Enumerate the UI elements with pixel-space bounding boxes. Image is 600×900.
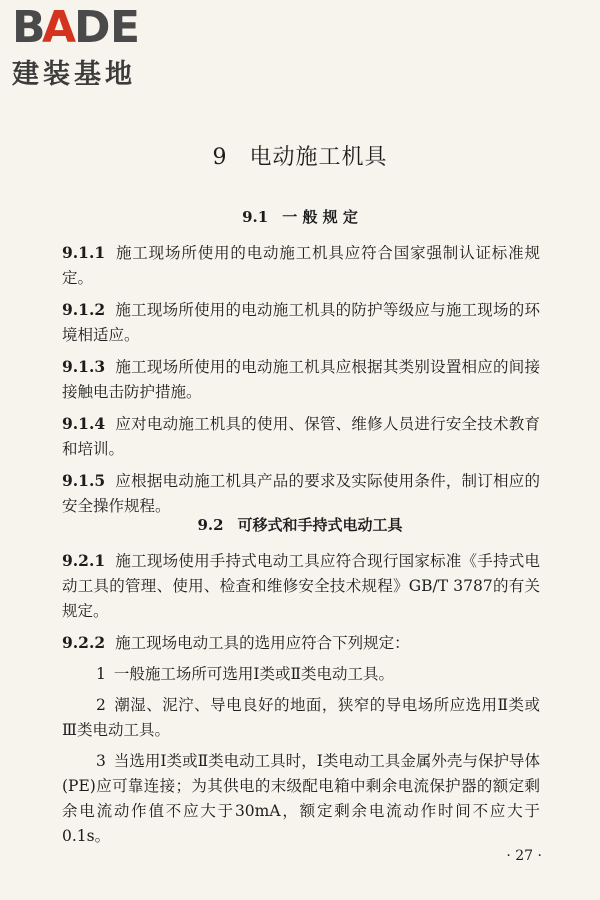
clause-text: 应根据电动施工机具产品的要求及实际使用条件，制订相应的安全操作规程。 <box>62 472 540 515</box>
item-text: 当选用Ⅰ类或Ⅱ类电动工具时，Ⅰ类电动工具金属外壳与保护导体(PE)应可靠连接；为其供电的末级配电箱中剩余电流保护器的额定剩余电流动作值不应大于30mA，额定剩余电流动作时间不应大于0.1s。 <box>62 752 540 845</box>
item-text: 一般施工场所可选用Ⅰ类或Ⅱ类电动工具。 <box>113 665 395 683</box>
list-item <box>62 749 540 849</box>
chapter-title <box>0 140 600 171</box>
clause-number: 9.1.5 <box>62 471 106 490</box>
section-title <box>0 514 600 535</box>
svg-text:A: A <box>42 4 78 48</box>
clause <box>62 354 540 405</box>
clause <box>62 630 540 656</box>
chapter-number: 9 <box>212 145 228 170</box>
section-number: 9.2 <box>197 516 224 534</box>
clause <box>62 297 540 348</box>
watermark-logo <box>12 4 164 92</box>
item-number: 1 <box>96 665 106 683</box>
svg-text:E: E <box>110 4 142 48</box>
clause-text: 施工现场所使用的电动施工机具的防护等级应与施工现场的环境相适应。 <box>62 301 540 344</box>
section-title-text: 一 般 规 定 <box>282 208 358 226</box>
svg-text:B: B <box>12 4 47 48</box>
section-body <box>62 240 540 525</box>
clause-number: 9.1.4 <box>62 414 106 433</box>
item-number: 3 <box>96 752 106 770</box>
clause <box>62 468 540 519</box>
clause-text: 应对电动施工机具的使用、保管、维修人员进行安全技术教育和培训。 <box>62 415 540 458</box>
section-body <box>62 548 540 855</box>
section-number: 9.1 <box>242 208 269 226</box>
chapter-title-text: 电动施工机具 <box>249 145 388 170</box>
clause-number: 9.2.2 <box>62 633 106 652</box>
clause <box>62 548 540 624</box>
item-text: 潮湿、泥泞、导电良好的地面，狭窄的导电场所应选用Ⅱ类或Ⅲ类电动工具。 <box>62 696 540 739</box>
svg-text:D: D <box>74 4 112 48</box>
clause-number: 9.1.1 <box>62 243 106 262</box>
list-item <box>62 662 540 687</box>
clause <box>62 240 540 291</box>
section-title <box>0 206 600 227</box>
clause-text: 施工现场所使用的电动施工机具应根据其类别设置相应的间接接触电击防护措施。 <box>62 358 540 401</box>
clause-text: 施工现场电动工具的选用应符合下列规定： <box>115 634 410 652</box>
logo-subtitle: 建装基地 <box>12 59 136 90</box>
section-title-text: 可移式和手持式电动工具 <box>237 516 403 534</box>
clause-number: 9.2.1 <box>62 551 106 570</box>
page-number: · 27 · <box>506 848 542 864</box>
clause-text: 施工现场所使用的电动施工机具应符合国家强制认证标准规定。 <box>62 244 540 287</box>
clause-number: 9.1.2 <box>62 300 106 319</box>
logo-brand <box>12 4 164 58</box>
clause <box>62 411 540 462</box>
clause-text: 施工现场使用手持式电动工具应符合现行国家标准《手持式电动工具的管理、使用、检查和维修安全技术规程》GB/T 3787的有关规定。 <box>62 552 540 620</box>
clause-number: 9.1.3 <box>62 357 106 376</box>
brand-logo-icon <box>12 4 164 48</box>
list-item <box>62 693 540 743</box>
item-number: 2 <box>96 696 106 714</box>
